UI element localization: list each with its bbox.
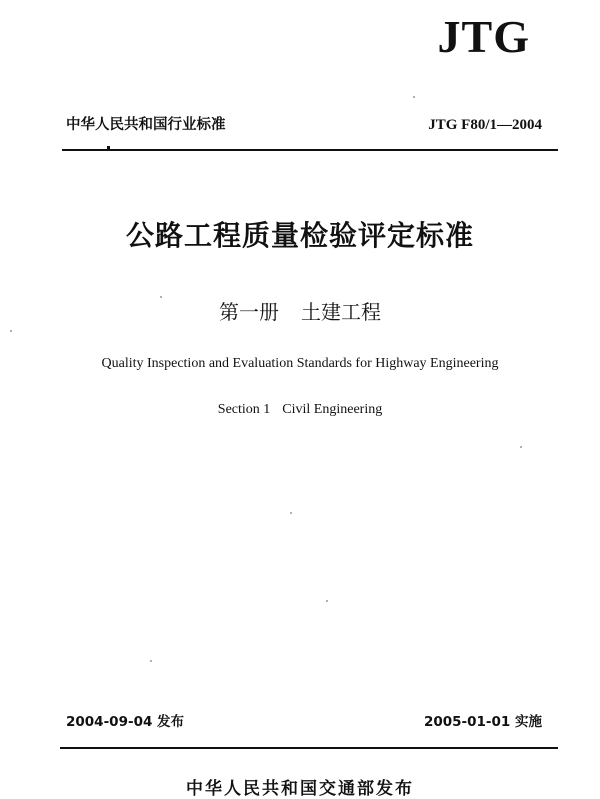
document-title-english: Quality Inspection and Evaluation Standards for Highway Engineering [101, 356, 499, 371]
publisher: 中华人民共和国交通部发布 [186, 779, 414, 799]
implementation-date: 2005-01-01 实施 [423, 714, 542, 730]
issue-date: 2004-09-04 发布 [66, 714, 185, 730]
header-divider [62, 149, 558, 151]
scan-speck [150, 660, 152, 662]
volume-name: 土建工程 [301, 300, 381, 324]
jtg-logo: JTG [437, 11, 530, 62]
scan-speck [326, 600, 328, 602]
document-title-chinese: 公路工程质量检验评定标准 [125, 219, 474, 252]
scan-speck [10, 330, 12, 332]
volume-label: 第一册 [219, 300, 279, 324]
header-divider-mark [107, 146, 110, 150]
scan-speck [413, 96, 415, 98]
scan-speck [520, 446, 522, 448]
volume-subtitle-chinese [0, 302, 600, 322]
section-subtitle-english [0, 403, 600, 417]
section-name: Civil Engineering [282, 402, 383, 417]
standard-code: JTG F80/1—2004 [428, 117, 542, 133]
standard-category: 中华人民共和国行业标准 [66, 117, 226, 133]
scan-speck [160, 296, 162, 298]
section-label: Section 1 [217, 402, 271, 417]
scan-speck [290, 512, 292, 514]
footer-divider [60, 747, 558, 749]
